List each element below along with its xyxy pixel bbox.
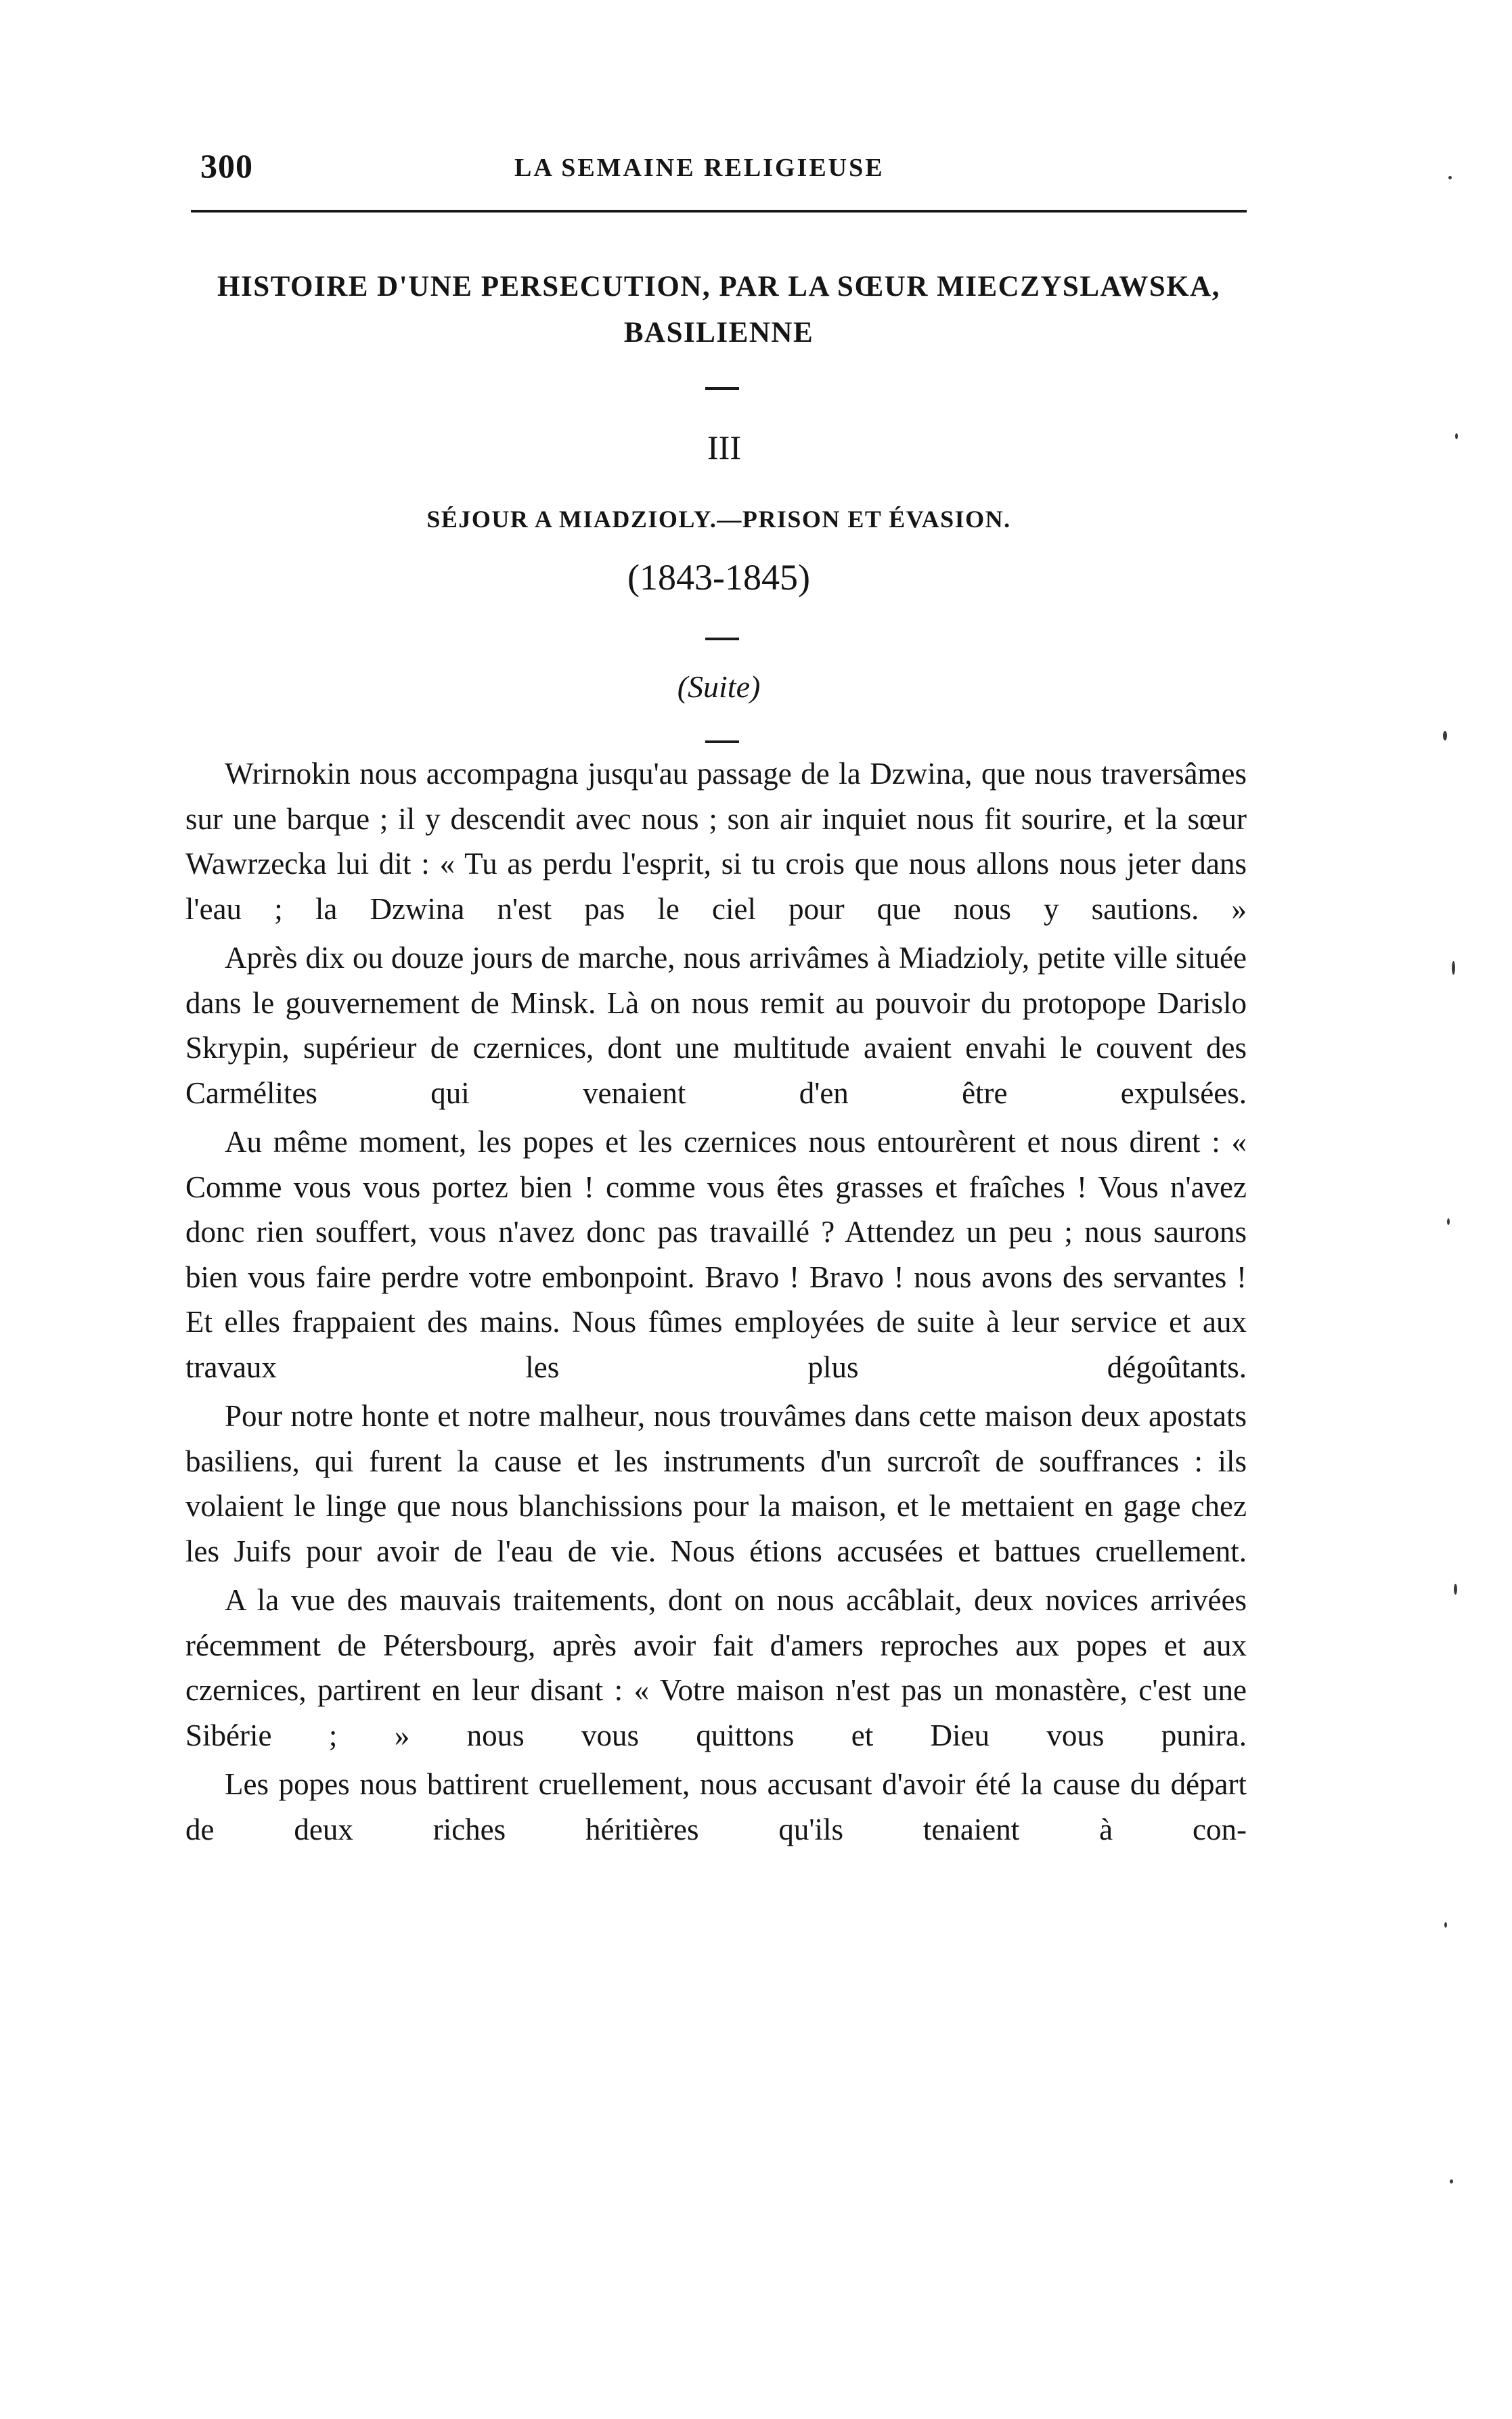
scan-speck [1455, 433, 1458, 439]
paragraph: Wrirnokin nous accompagna jusqu'au passage de la Dzwina, que nous traversâmes sur une barque ; il y descendit avec nous ; son air inquiet nous fit sourire, et la sœur Wawrzecka lui dit : « Tu as perdu l'esprit, si tu crois que nous allons nous jeter dans l'eau ; la Dzwina n'est pas le ciel pour que nous y sautions. » [185, 757, 1247, 926]
running-head: LA SEMAINE RELIGIEUSE [514, 154, 885, 182]
part-numeral: III [707, 428, 741, 466]
scan-speck [1450, 2179, 1453, 2183]
chapter-subtitle: SÉJOUR A MIADZIOLY.—PRISON ET ÉVASION. [426, 506, 1011, 533]
scan-speck [1452, 961, 1455, 975]
header-rule [191, 210, 1247, 213]
body-text [185, 751, 1247, 1856]
separator-dash [705, 740, 739, 743]
scan-speck [1448, 176, 1452, 179]
paragraph: Après dix ou douze jours de marche, nous arrivâmes à Miadzioly, petite ville située dans le gouvernement de Minsk. Là on nous remit au pouvoir du protopope Darislo Skrypin, supérieur de czernices, dont une multitude avaient envahi le couvent des Carmélites qui venaient d'en être expulsées. [185, 941, 1247, 1110]
paragraph: Au même moment, les popes et les czernices nous entourèrent et nous dirent : « Comme vous vous portez bien ! comme vous êtes grasses et fraîches ! Vous n'avez donc rien souffert, vous n'avez donc pas travaillé ? Attendez un peu ; nous saurons bien vous faire perdre votre embonpoint. Bravo ! Bravo ! nous avons des servantes ! Et elles frappaient des mains. Nous fûmes employées de suite à leur service et aux travaux les plus dégoûtants. [185, 1125, 1247, 1384]
scan-speck [1454, 1584, 1457, 1595]
date-range: (1843-1845) [627, 557, 810, 598]
paragraph: Pour notre honte et notre malheur, nous trouvâmes dans cette maison deux apostats basiliens, qui furent la cause et les instruments d'un surcroît de souffrances : ils volaient le linge que nous blanchissions pour la maison, et le mettaient en gage chez les Juifs pour avoir de l'eau de vie. Nous étions accusées et battues cruellement. [185, 1399, 1247, 1568]
separator-dash [705, 387, 739, 390]
scan-margin-noise [1435, 122, 1475, 2288]
page-number: 300 [200, 147, 253, 185]
continuation-note: (Suite) [677, 669, 761, 704]
article-title: HISTOIRE D'UNE PERSECUTION, PAR LA SŒUR MIECZYSLAWSKA, BASILIENNE [217, 271, 1220, 349]
separator-dash [705, 638, 739, 640]
scan-speck [1443, 731, 1447, 740]
paragraph: A la vue des mauvais traitements, dont on nous accâblait, deux novices arrivées récemment de Pétersbourg, après avoir fait d'amers reproches aux popes et aux czernices, partirent en leur disant : « Votre maison n'est pas un monastère, c'est une Sibérie ; » nous vous quittons et Dieu vous punira. [185, 1583, 1247, 1752]
scan-speck [1444, 1922, 1447, 1928]
paragraph: Les popes nous battirent cruellement, nous accusant d'avoir été la cause du départ de deux riches héritières qu'ils tenaient à con- [185, 1767, 1247, 1846]
scan-speck [1447, 1218, 1450, 1225]
